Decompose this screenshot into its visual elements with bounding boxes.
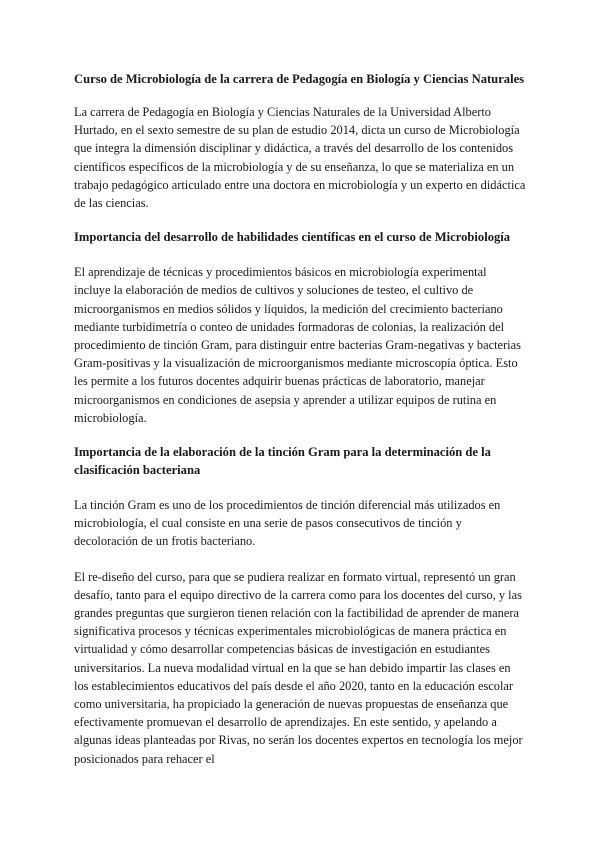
section-paragraph-rediseno: El re-diseño del curso, para que se pudiera realizar en formato virtual, representó un gran desafío, tanto para el equipo directivo de la carrera como para los docentes del curso, y las grandes preguntas que surgieron tienen relación con la factibilidad de aprender de manera significativa procesos y técnicas experimentales microbiológicas de manera práctica en virtualidad y cómo desarrollar competencias básicas de investigación en estudiantes universitarios. La nueva modalidad virtual en la que se han debido impartir las clases en los establecimientos educativos del país desde el año 2020, tanto en la educación escolar como universitaria, ha propiciado la generación de nuevas propuestas de enseñanza que efectivamente promuevan el desarrollo de aprendizajes. En este sentido, y apelando a algunas ideas planteadas por Rivas, no serán los docentes expertos en tecnología los mejor posicionados para rehacer el [74, 569, 523, 766]
section-heading-tincion-gram: Importancia de la elaboración de la tinción Gram para la determinación de la clasificación bacteriana [74, 445, 491, 478]
intro-paragraph: La carrera de Pedagogía en Biología y Ciencias Naturales de la Universidad Alberto Hurtado, en el sexto semestre de su plan de estudio 2014, dicta un curso de Microbiología que integra la dimensión disciplinar y didáctica, a través del desarrollo de los contenidos científicos específicos de la microbiología y de su enseñanza, lo que se materializa en un trabajo pedagógico articulado entre una doctora en microbiología y un experto en didáctica de las ciencias. [74, 105, 526, 211]
document-title: Curso de Microbiología de la carrera de Pedagogía en Biología y Ciencias Naturales [74, 72, 525, 86]
section-paragraph-aprendizaje: El aprendizaje de técnicas y procedimientos básicos en microbiología experimental incluye la elaboración de medios de cultivos y soluciones de testeo, el cultivo de microorganismos en medios sólidos y líquidos, la medición del crecimiento bacteriano mediante turbidimetría o conteo de unidades formadoras de colonias, la realización del procedimiento de tinción Gram, para distinguir entre bacterias Gram-negativas y bacterias Gram-positivas y la visualización de microorganismos mediante microscopía óptica. Esto les permite a los futuros docentes adquirir buenas prácticas de laboratorio, manejar microorganismos en condiciones de asepsia y aprender a utilizar equipos de rutina en microbiología. [74, 265, 521, 425]
section-heading-habilidades: Importancia del desarrollo de habilidades científicas en el curso de Microbiología [74, 230, 511, 245]
section-paragraph-tincion: La tinción Gram es uno de los procedimientos de tinción diferencial más utilizados en microbiología, el cual consiste en una serie de pasos consecutivos de tinción y decoloración de un frotis bacteriano. [74, 498, 501, 549]
